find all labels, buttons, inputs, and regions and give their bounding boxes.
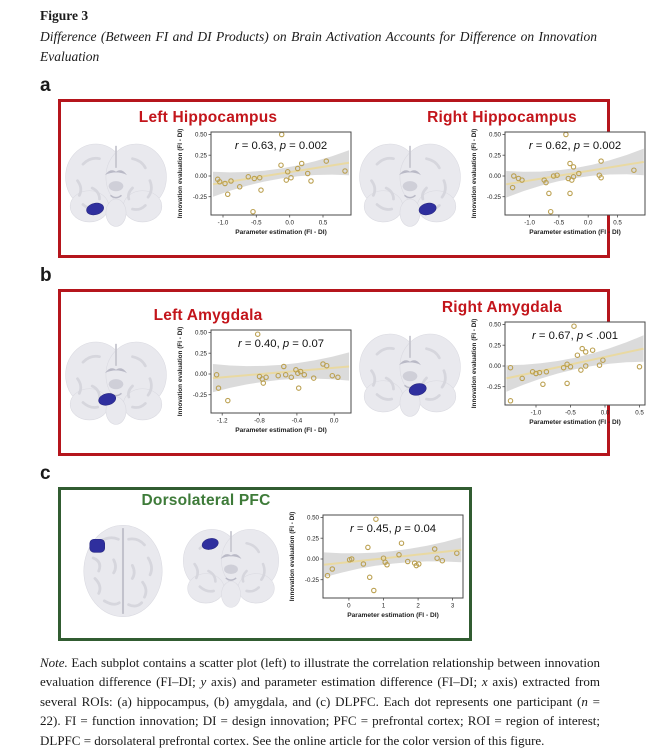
- svg-text:-0.25: -0.25: [192, 193, 207, 201]
- note-segment: Each subplot contains a scatter plot (left) to illustrate the correlation relationship between innovation evaluation difference (FI–DI;: [40, 654, 600, 689]
- stat-text: r = 0.62, p = 0.002: [528, 139, 622, 152]
- svg-text:0.00: 0.00: [194, 172, 207, 180]
- panel-a-letter: a: [40, 74, 51, 96]
- svg-text:2: 2: [416, 602, 420, 609]
- x-axis-label: Parameter estimation (FI - DI): [529, 228, 621, 236]
- x-axis-label: Parameter estimation (FI - DI): [347, 611, 439, 619]
- svg-text:0.25: 0.25: [194, 349, 207, 357]
- scatter-right-hippocampus: [467, 127, 649, 250]
- x-axis-label: Parameter estimation (FI - DI): [235, 426, 327, 434]
- subpanel-left-hippocampus: [61, 102, 355, 255]
- svg-text:-0.4: -0.4: [291, 417, 303, 424]
- panel-c-box: [58, 487, 472, 641]
- svg-text:0.00: 0.00: [306, 555, 319, 563]
- svg-text:0.25: 0.25: [488, 151, 501, 159]
- x-tick-labels: [524, 215, 622, 227]
- svg-text:0.50: 0.50: [306, 514, 319, 522]
- y-axis-label: Innovation evaluation (FI - DI): [289, 511, 296, 601]
- y-tick-labels: [193, 131, 211, 200]
- brain-slice-svg: [67, 519, 179, 623]
- x-axis-label: Parameter estimation (FI - DI): [235, 228, 327, 236]
- scatter-plot-svg: [173, 127, 355, 245]
- subpanel-title: Left Amygdala: [153, 306, 263, 324]
- svg-text:0.0: 0.0: [329, 417, 339, 424]
- svg-text:-0.5: -0.5: [565, 409, 576, 416]
- brain-slice-svg: [61, 337, 171, 435]
- brain-coronal-left-hippocampus-image: [61, 139, 171, 237]
- svg-text:0.50: 0.50: [194, 329, 207, 337]
- brain-slice-svg: [355, 139, 465, 237]
- svg-text:-1.2: -1.2: [216, 417, 228, 424]
- figure-number: Figure 3: [40, 8, 89, 23]
- y-axis-label: Innovation evaluation (FI - DI): [177, 128, 184, 218]
- scatter-plot-svg: [467, 127, 649, 245]
- svg-text:-0.5: -0.5: [553, 219, 565, 226]
- brain-slice-svg: [355, 329, 465, 427]
- svg-text:-1.0: -1.0: [524, 219, 535, 226]
- svg-text:-1.0: -1.0: [217, 219, 229, 226]
- subpanel-title: Right Amygdala: [441, 298, 563, 316]
- svg-text:0.0: 0.0: [600, 409, 610, 416]
- panel-b-letter: b: [40, 264, 52, 286]
- svg-text:0.00: 0.00: [488, 362, 501, 370]
- panel-c-letter: c: [40, 462, 51, 484]
- scatter-plot-svg: [467, 317, 649, 435]
- svg-text:-0.5: -0.5: [250, 219, 262, 226]
- note-segment: y: [200, 674, 207, 689]
- svg-text:-0.25: -0.25: [486, 193, 501, 201]
- y-tick-labels: [487, 321, 505, 390]
- svg-text:-0.25: -0.25: [192, 391, 207, 399]
- scatter-right-amygdala: [467, 317, 649, 440]
- note-segment: axis) and parameter estimation difference (FI–DI;: [206, 674, 482, 689]
- x-axis-label: Parameter estimation (FI - DI): [529, 418, 621, 426]
- subpanel-right-hippocampus: [355, 102, 649, 255]
- y-tick-labels: [487, 131, 505, 200]
- svg-text:3: 3: [450, 602, 455, 609]
- brain-coronal-right-hippocampus-image: [355, 139, 465, 237]
- scatter-plot-svg: [285, 510, 467, 628]
- brain-axial-dlpfc-image: [67, 519, 179, 623]
- figure-caption: Difference (Between FI and DI Products) on Brain Activation Accounts for Difference on Innovation Evaluation: [40, 29, 597, 65]
- y-axis-label: Innovation evaluation (FI - DI): [471, 318, 478, 408]
- svg-text:0.25: 0.25: [306, 534, 319, 542]
- y-tick-labels: [305, 514, 323, 583]
- brain-coronal-dlpfc-image: [179, 519, 283, 623]
- brain-slice-svg: [61, 139, 171, 237]
- note-segment: axis) extracted from several ROIs: (a) hippocampus, (b) amygdala, and (c) DLPFC. Each dot represents one participant (: [40, 674, 600, 709]
- x-tick-labels: [531, 405, 645, 417]
- svg-text:0.25: 0.25: [194, 151, 207, 159]
- note-segment: = 22). FI = function innovation; DI = design innovation; PFC = prefrontal cortex; ROI = region of interest; DLPFC = dorsolateral prefrontal cortex. See the online article for the color version of this figure.: [40, 693, 600, 748]
- note-segment: x: [481, 674, 488, 689]
- x-tick-labels: [218, 215, 328, 227]
- x-tick-labels: [347, 598, 455, 610]
- svg-text:0.0: 0.0: [583, 219, 593, 226]
- subpanel-left-amygdala: [61, 292, 355, 453]
- subpanel-title: Left Hippocampus: [138, 108, 278, 126]
- note-segment: Note.: [40, 654, 68, 670]
- brain-coronal-right-amygdala-image: [355, 329, 465, 427]
- stat-text: r = 0.40, p = 0.07: [237, 337, 325, 350]
- svg-text:-0.25: -0.25: [486, 383, 501, 391]
- svg-text:-0.8: -0.8: [254, 417, 265, 424]
- brain-slice-svg: [179, 519, 283, 623]
- roi-highlight: [90, 539, 105, 552]
- svg-text:0.00: 0.00: [488, 172, 501, 180]
- svg-text:1: 1: [381, 602, 386, 609]
- svg-text:0.5: 0.5: [635, 409, 644, 416]
- panel-b-box: [58, 289, 644, 456]
- svg-text:0.0: 0.0: [285, 219, 295, 226]
- svg-text:0.5: 0.5: [613, 219, 622, 226]
- svg-text:0.5: 0.5: [318, 219, 328, 226]
- subpanel-right-amygdala: [355, 292, 649, 453]
- stat-text: r = 0.67, p < .001: [531, 329, 619, 342]
- panel-a-box: [58, 99, 622, 258]
- note-segment: n: [581, 693, 588, 709]
- brain-coronal-left-amygdala-image: [61, 337, 171, 435]
- svg-text:0.50: 0.50: [488, 321, 501, 329]
- svg-text:-1.0: -1.0: [530, 409, 542, 416]
- y-axis-label: Innovation evaluation (FI - DI): [471, 128, 478, 218]
- y-axis-label: Innovation evaluation (FI - DI): [177, 326, 184, 416]
- scatter-plot-svg: [173, 325, 355, 443]
- stat-text: r = 0.45, p = 0.04: [349, 522, 437, 535]
- figure-note: [40, 653, 600, 751]
- svg-text:0: 0: [347, 602, 351, 609]
- y-tick-labels: [193, 329, 211, 398]
- svg-text:0.00: 0.00: [194, 370, 207, 378]
- x-tick-labels: [217, 413, 339, 425]
- scatter-left-amygdala: [173, 325, 355, 448]
- svg-text:0.25: 0.25: [488, 341, 501, 349]
- svg-text:0.50: 0.50: [488, 131, 501, 139]
- subpanel-title-dlpfc: Dorsolateral PFC: [141, 491, 271, 509]
- svg-text:-0.25: -0.25: [304, 576, 319, 584]
- stat-text: r = 0.63, p = 0.002: [234, 139, 328, 152]
- scatter-left-hippocampus: [173, 127, 355, 250]
- subpanel-title: Right Hippocampus: [427, 108, 577, 126]
- scatter-dlpfc: [285, 510, 467, 633]
- svg-text:0.50: 0.50: [194, 131, 207, 139]
